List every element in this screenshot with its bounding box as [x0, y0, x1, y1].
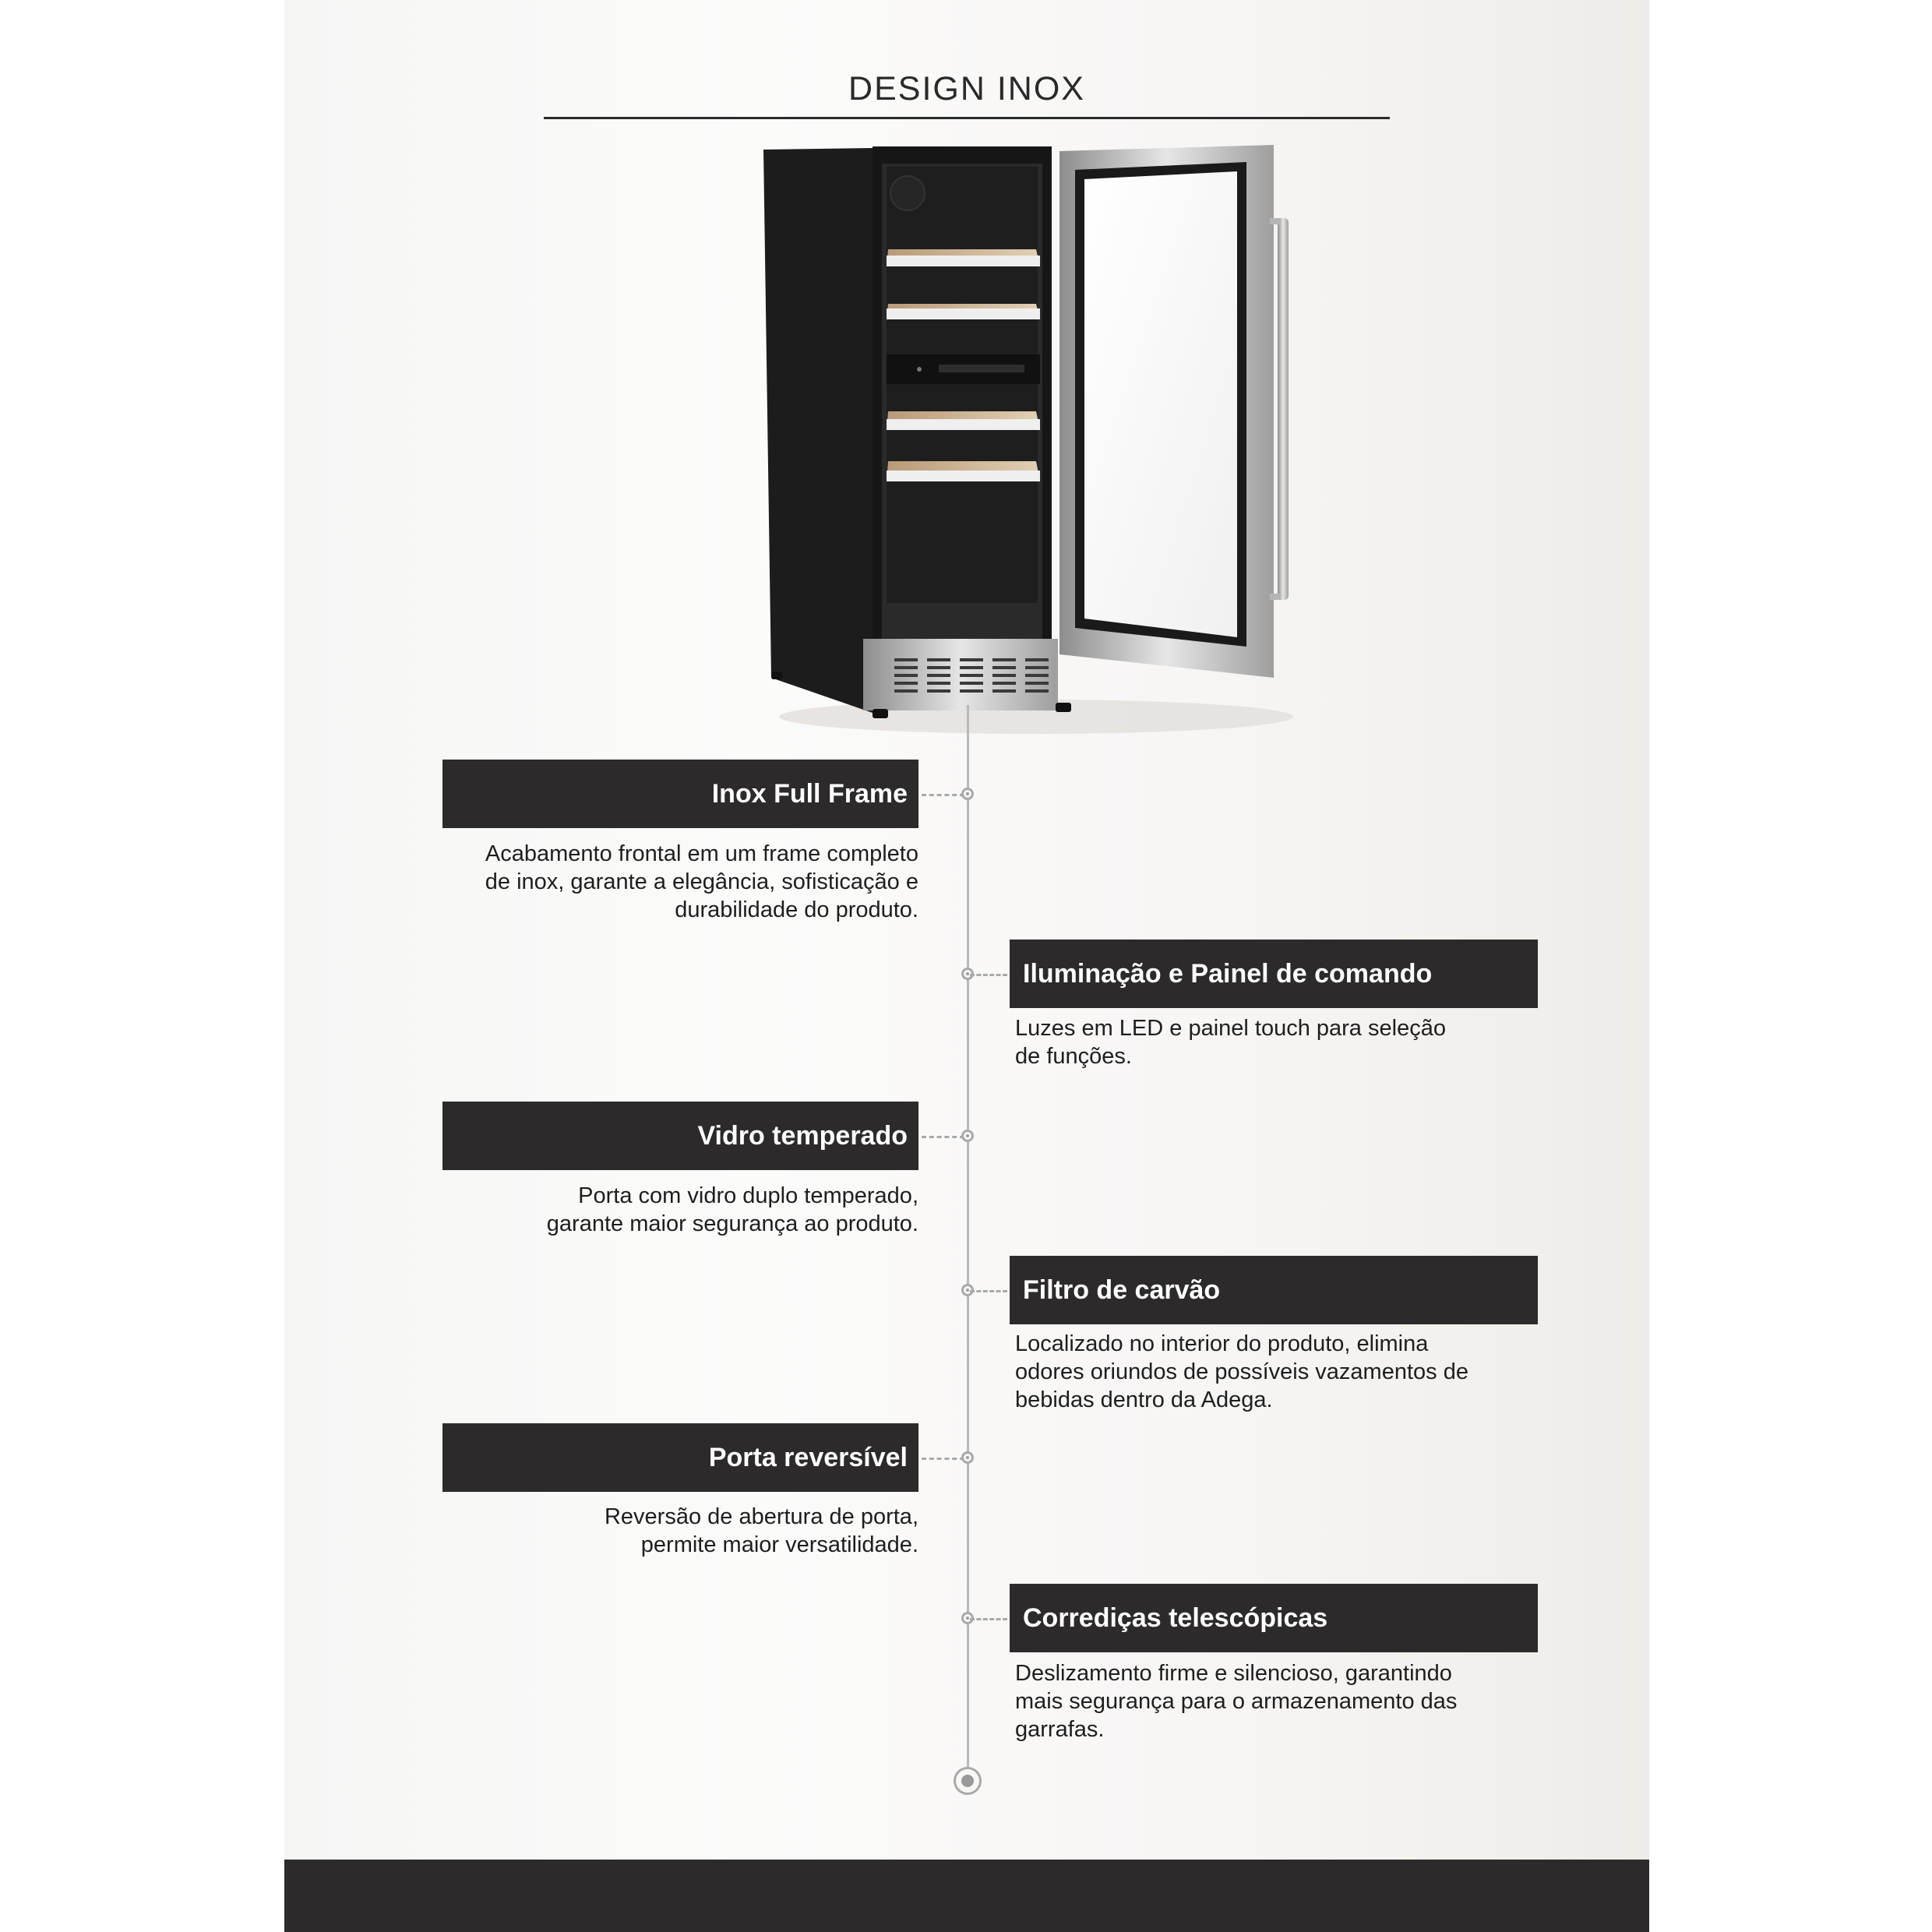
connector-dash: [970, 1618, 1007, 1620]
feature-title: Inox Full Frame: [711, 778, 908, 809]
feature-description: Localizado no interior do produto, elimina odores oriundos de possíveis vazamentos de bebidas dentro da Adega.: [1015, 1331, 1468, 1412]
feature-description: Porta com vidro duplo temperado, garante maior segurança ao produto.: [546, 1183, 918, 1236]
page-title: DESIGN INOX: [848, 70, 1085, 108]
timeline-dot: [961, 1130, 974, 1142]
feature-title-box: [1010, 1256, 1538, 1324]
feature-title: Iluminação e Painel de comando: [1023, 958, 1433, 989]
connector-dash: [922, 1136, 964, 1138]
feature-title: Porta reversível: [708, 1442, 908, 1472]
feature-description: Luzes em LED e painel touch para seleção de funções.: [1015, 1016, 1446, 1069]
feature-title-box: [442, 760, 918, 828]
feature-title-box: [442, 1102, 918, 1170]
feature-description: Acabamento frontal em um frame completo de inox, garante a elegância, sofisticação e durabilidade do produto.: [485, 841, 918, 922]
feature-title-box: [1010, 940, 1538, 1008]
feature-title-box: [1010, 1584, 1538, 1652]
feature-description: Reversão de abertura de porta, permite maior versatilidade.: [604, 1504, 918, 1557]
feature-title-box: [442, 1423, 918, 1492]
timeline-end-dot: [954, 1767, 982, 1795]
footer-band: [284, 1860, 1649, 1932]
timeline-dot: [961, 788, 974, 800]
feature-description: Deslizamento firme e silencioso, garantindo mais segurança para o armazenamento das garrafas.: [1015, 1661, 1458, 1742]
timeline-dot: [961, 1451, 974, 1464]
feature-title: Filtro de carvão: [1023, 1274, 1221, 1305]
connector-dash: [922, 794, 964, 796]
connector-dash: [970, 1290, 1007, 1292]
connector-dash: [922, 1458, 964, 1460]
wine-cooler-image: [748, 140, 1324, 740]
connector-dash: [970, 974, 1007, 976]
feature-title: Corrediças telescópicas: [1023, 1602, 1328, 1633]
feature-title: Vidro temperado: [697, 1120, 908, 1151]
title-underline: [544, 117, 1390, 119]
